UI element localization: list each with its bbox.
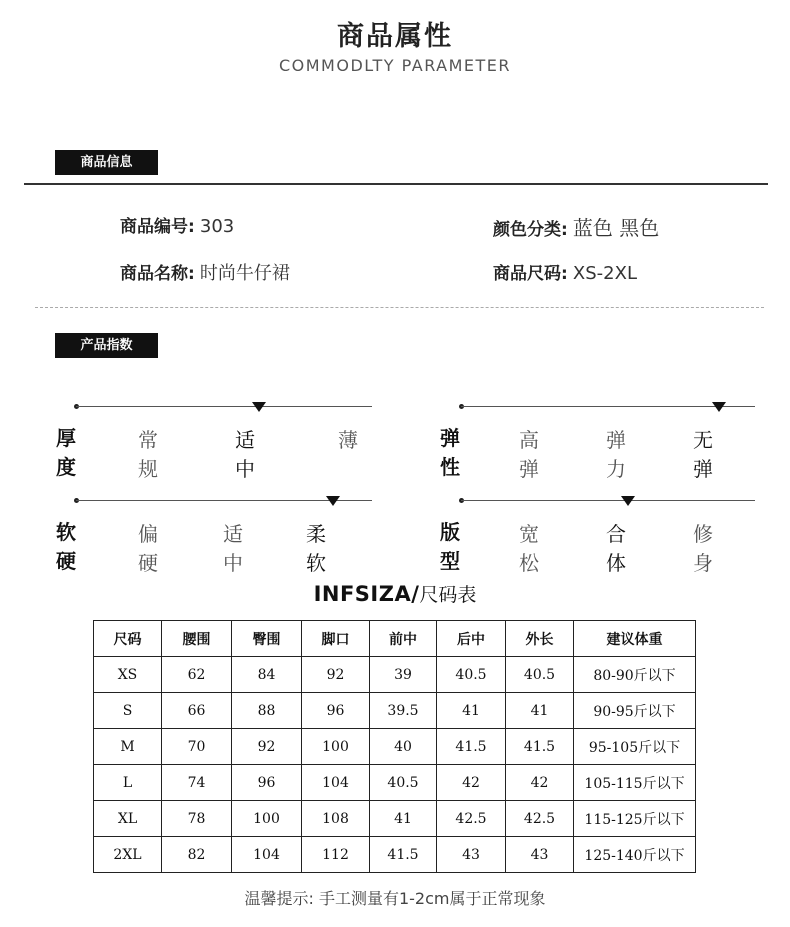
table-cell: 80-90斤以下 [574, 657, 696, 693]
attr-option: 偏硬 [138, 522, 158, 575]
table-row [94, 837, 696, 873]
field-label: 颜色分类: [493, 220, 568, 240]
table-cell: 125-140斤以下 [574, 837, 696, 873]
table-cell: 92 [232, 729, 302, 765]
table-cell: XL [94, 801, 162, 837]
header-cell: 腰围 [162, 621, 232, 657]
index-section-tag: 产品指数 [55, 333, 158, 358]
selected-marker-icon [326, 496, 340, 506]
table-cell: 43 [437, 837, 506, 873]
table-cell: 41 [506, 693, 574, 729]
table-cell: L [94, 765, 162, 801]
table-cell: 2XL [94, 837, 162, 873]
table-row [94, 657, 696, 693]
field-value: 303 [199, 216, 235, 237]
attr-option-selected: 无弹 [693, 428, 713, 481]
field-value: 时尚牛仔裙 [199, 263, 290, 284]
scale-track [461, 500, 755, 501]
table-cell: 41 [437, 693, 506, 729]
field-value: XS-2XL [572, 263, 637, 284]
table-header-row [94, 621, 696, 657]
table-cell: 66 [162, 693, 232, 729]
attr-option: 适中 [223, 522, 243, 575]
attr-name: 厚度 [56, 426, 76, 479]
table-cell: 78 [162, 801, 232, 837]
table-cell: 41.5 [437, 729, 506, 765]
header-cell: 后中 [437, 621, 506, 657]
table-cell: 96 [232, 765, 302, 801]
field-size-range [493, 259, 637, 284]
field-product-name [120, 259, 290, 285]
size-table-title [0, 580, 790, 607]
table-row [94, 729, 696, 765]
table-cell: 40 [370, 729, 437, 765]
table-cell: 41.5 [370, 837, 437, 873]
scale-track [76, 406, 372, 407]
table-cell: 100 [232, 801, 302, 837]
selected-marker-icon [712, 402, 726, 412]
table-cell: 104 [232, 837, 302, 873]
table-cell: 74 [162, 765, 232, 801]
table-cell: 40.5 [506, 657, 574, 693]
attr-option: 常规 [138, 428, 158, 481]
dotted-divider [35, 307, 764, 308]
page-subtitle: COMMODLTY PARAMETER [278, 56, 512, 75]
table-cell: 95-105斤以下 [574, 729, 696, 765]
field-label: 商品编号: [120, 217, 195, 237]
table-cell: S [94, 693, 162, 729]
size-table [93, 620, 696, 873]
measurement-tip: 温馨提示: 手工测量有1-2cm属于正常现象 [244, 889, 546, 908]
scale-track [461, 406, 755, 407]
table-cell: M [94, 729, 162, 765]
field-label: 商品名称: [120, 264, 195, 284]
table-cell: 92 [302, 657, 370, 693]
selected-marker-icon [252, 402, 266, 412]
table-cell: 70 [162, 729, 232, 765]
attr-option-selected: 柔软 [306, 522, 326, 575]
table-cell: 82 [162, 837, 232, 873]
table-cell: 39.5 [370, 693, 437, 729]
table-cell: 41.5 [506, 729, 574, 765]
info-divider [24, 183, 768, 185]
size-table-title-en: INFSIZA/ [313, 582, 420, 606]
table-cell: 112 [302, 837, 370, 873]
table-cell: XS [94, 657, 162, 693]
table-cell: 42.5 [437, 801, 506, 837]
table-cell: 100 [302, 729, 370, 765]
size-table-title-cn: 尺码表 [419, 584, 477, 606]
table-cell: 108 [302, 801, 370, 837]
table-cell: 42 [437, 765, 506, 801]
field-product-id [120, 212, 234, 237]
attr-option: 薄 [338, 428, 358, 452]
attr-option: 宽松 [519, 522, 539, 575]
table-cell: 40.5 [370, 765, 437, 801]
table-cell: 105-115斤以下 [574, 765, 696, 801]
attr-option-selected: 合体 [606, 522, 626, 575]
table-cell: 104 [302, 765, 370, 801]
header-cell: 外长 [506, 621, 574, 657]
header-cell: 建议体重 [574, 621, 696, 657]
header-cell: 前中 [370, 621, 437, 657]
table-row [94, 693, 696, 729]
table-cell: 84 [232, 657, 302, 693]
attr-name: 软硬 [56, 520, 76, 573]
field-label: 商品尺码: [493, 264, 568, 284]
table-cell: 90-95斤以下 [574, 693, 696, 729]
table-cell: 43 [506, 837, 574, 873]
table-cell: 39 [370, 657, 437, 693]
table-cell: 41 [370, 801, 437, 837]
table-cell: 42.5 [506, 801, 574, 837]
table-cell: 62 [162, 657, 232, 693]
header-cell: 脚口 [302, 621, 370, 657]
table-cell: 96 [302, 693, 370, 729]
table-row [94, 765, 696, 801]
attr-option: 高弹 [519, 428, 539, 481]
table-row [94, 801, 696, 837]
table-cell: 42 [506, 765, 574, 801]
selected-marker-icon [621, 496, 635, 506]
attr-name: 版型 [440, 520, 460, 573]
table-cell: 115-125斤以下 [574, 801, 696, 837]
attr-option: 弹力 [606, 428, 626, 481]
attr-name: 弹性 [440, 426, 460, 479]
header-cell: 尺码 [94, 621, 162, 657]
field-color [493, 212, 659, 241]
field-value: 蓝色 黑色 [572, 216, 660, 240]
header-cell: 臀围 [232, 621, 302, 657]
info-section-tag: 商品信息 [55, 150, 158, 175]
table-cell: 88 [232, 693, 302, 729]
table-cell: 40.5 [437, 657, 506, 693]
attr-option: 修身 [693, 522, 713, 575]
attr-option-selected: 适中 [235, 428, 255, 481]
page-title: 商品属性 [337, 21, 453, 52]
